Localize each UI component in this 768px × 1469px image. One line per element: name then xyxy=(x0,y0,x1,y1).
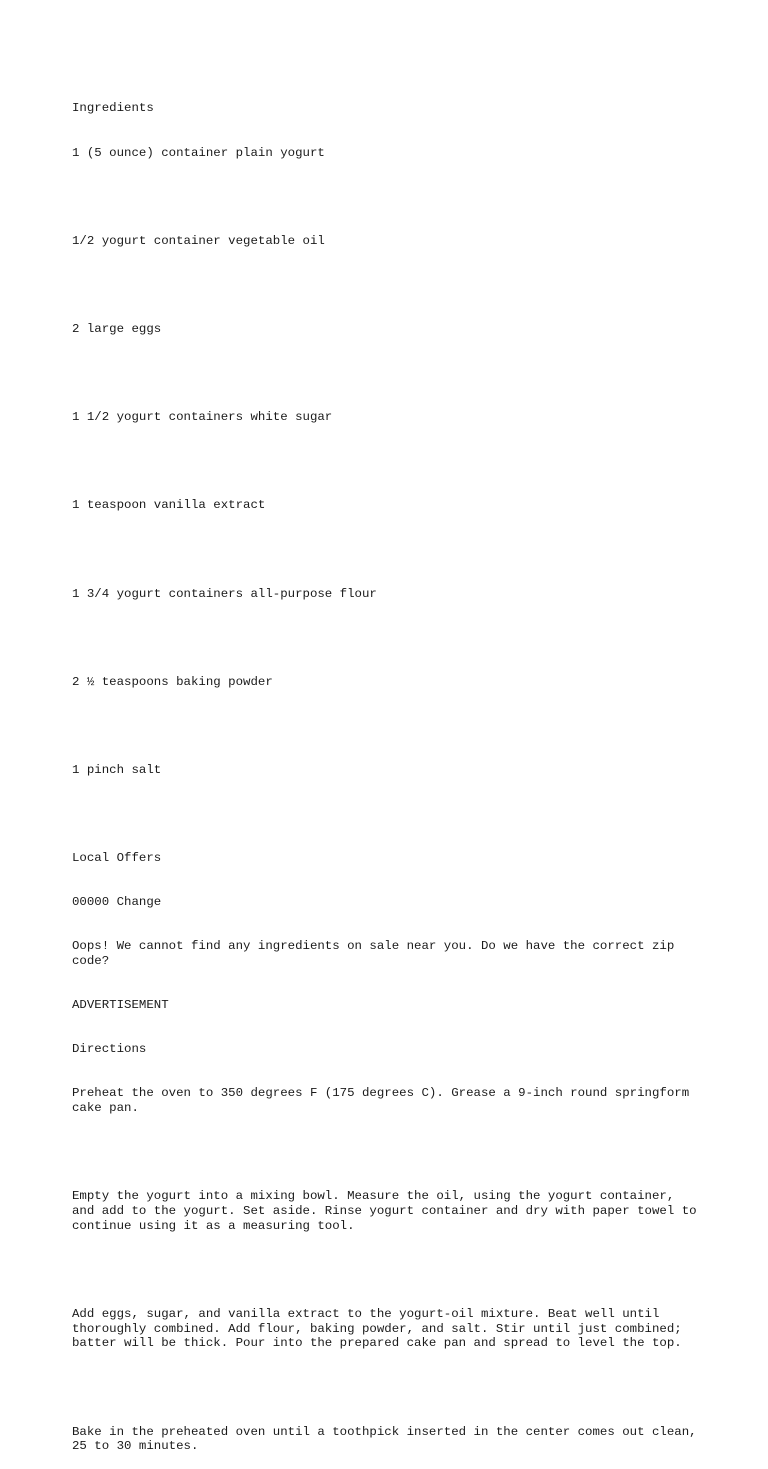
ingredient-item: 1 1/2 yogurt containers white sugar xyxy=(72,410,333,425)
local-offers-message: Oops! We cannot find any ingredients on sale near you. Do we have the correct zip code? xyxy=(72,939,682,969)
directions-heading: Directions xyxy=(72,1042,147,1057)
ingredient-item: 1 pinch salt xyxy=(72,762,162,777)
ingredient-item: 1 teaspoon vanilla extract xyxy=(72,498,266,513)
local-offers-heading: Local Offers xyxy=(72,851,162,866)
direction-step: Add eggs, sugar, and vanilla extract to the yogurt-oil mixture. Beat well until thoroughly combined. Add flour, baking powder, and salt. Stir until just combined; batter will be thick. Pour into the prepared cake pan and spread to level the top. xyxy=(72,1306,690,1351)
direction-step: Preheat the oven to 350 degrees F (175 degrees C). Grease a 9-inch round springform cake pan. xyxy=(72,1086,697,1116)
recipe-document xyxy=(72,72,705,1469)
ingredient-item: 2 large eggs xyxy=(72,321,162,336)
spacer xyxy=(72,278,702,293)
spacer xyxy=(72,454,702,469)
ingredient-item: 1 (5 ounce) container plain yogurt xyxy=(72,145,325,160)
direction-step: Bake in the preheated oven until a toothpick inserted in the center comes out clean, 25 to 30 minutes. xyxy=(72,1424,705,1454)
direction-step: Empty the yogurt into a mixing bowl. Measure the oil, using the yogurt container, and add to the yogurt. Set aside. Rinse yogurt container and dry with paper towel to continue using it as a measuring tool. xyxy=(72,1189,705,1233)
ingredient-item: 2 ½ teaspoons baking powder xyxy=(72,674,273,689)
spacer xyxy=(72,1263,702,1278)
spacer xyxy=(72,1380,702,1395)
spacer xyxy=(72,366,702,381)
spacer xyxy=(72,542,702,557)
ingredients-heading: Ingredients xyxy=(72,101,154,116)
ingredient-item: 1/2 yogurt container vegetable oil xyxy=(72,233,325,248)
spacer xyxy=(72,719,702,734)
spacer xyxy=(72,190,702,205)
zip-change-text: 00000 Change xyxy=(72,895,162,910)
spacer xyxy=(72,1145,702,1160)
spacer xyxy=(72,631,702,646)
advertisement-label: ADVERTISEMENT xyxy=(72,998,169,1013)
ingredient-item: 1 3/4 yogurt containers all-purpose flour xyxy=(72,586,377,601)
spacer xyxy=(72,807,702,822)
